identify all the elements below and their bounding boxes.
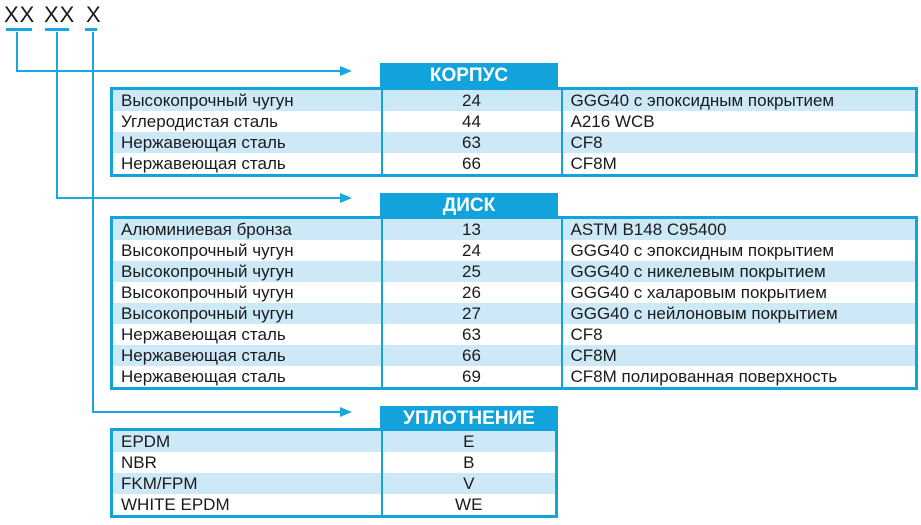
- table-row: [112, 132, 917, 153]
- code-cell: 13: [382, 218, 562, 241]
- code-cell: 63: [382, 132, 562, 153]
- code-cell: 27: [382, 303, 562, 324]
- section-title-disc: ДИСК: [380, 193, 558, 218]
- material-cell: Высокопрочный чугун: [112, 261, 382, 282]
- material-cell: Высокопрочный чугун: [112, 89, 382, 112]
- material-cell: FKM/FPM: [112, 473, 382, 494]
- table-body: [110, 87, 918, 177]
- material-cell: Высокопрочный чугун: [121, 283, 294, 302]
- spec-cell: GGG40 с халаровым покрытием: [562, 282, 917, 303]
- code-cell: 66: [382, 345, 562, 366]
- table-row: [112, 430, 557, 453]
- spec-cell: GGG40 с эпоксидным покрытием: [562, 240, 917, 261]
- code-cell: 24: [382, 240, 562, 261]
- table-row: [112, 261, 917, 282]
- section-title-body: КОРПУС: [380, 63, 558, 88]
- material-cell: Углеродистая сталь: [121, 112, 278, 131]
- material-cell: NBR: [121, 453, 157, 472]
- code-cell: E: [382, 430, 557, 453]
- section-title-seal: УПЛОТНЕНИЕ: [380, 406, 558, 431]
- spec-cell: CF8: [562, 132, 917, 153]
- table-row: [112, 240, 917, 261]
- code-cell: B: [382, 452, 557, 473]
- code-cell: 44: [382, 111, 562, 132]
- spec-cell: CF8: [562, 324, 917, 345]
- table-row: [112, 366, 917, 389]
- code-cell: 63: [382, 324, 562, 345]
- material-cell: Нержавеющая сталь: [121, 154, 286, 173]
- code-cell: 69: [382, 366, 562, 389]
- table-row: [112, 452, 557, 473]
- table-disc: [110, 216, 918, 390]
- spec-cell: GGG40 с никелевым покрытием: [562, 261, 917, 282]
- table-row: [112, 89, 917, 112]
- code-segment-3: X: [86, 2, 102, 27]
- arrow-body-icon: [340, 66, 352, 76]
- material-cell: Нержавеющая сталь: [121, 325, 286, 344]
- spec-cell: CF8M: [562, 153, 917, 176]
- spec-cell: ASTM B148 C95400: [562, 218, 917, 241]
- table-row: [112, 111, 917, 132]
- arrow-seal-icon: [340, 407, 352, 417]
- table-row: [112, 218, 917, 241]
- material-cell: Нержавеющая сталь: [112, 132, 382, 153]
- table-seal: [110, 428, 558, 518]
- material-cell: Нержавеющая сталь: [112, 345, 382, 366]
- table-row: [112, 494, 557, 517]
- material-cell: Высокопрочный чугун: [121, 241, 294, 260]
- spec-cell: GGG40 с эпоксидным покрытием: [562, 89, 917, 112]
- material-cell: Алюминиевая бронза: [112, 218, 382, 241]
- code-cell: 24: [382, 89, 562, 112]
- code-cell: 66: [382, 153, 562, 176]
- connector-body: [17, 32, 340, 71]
- code-cell: 25: [382, 261, 562, 282]
- material-cell: EPDM: [112, 430, 382, 453]
- table-row: [112, 153, 917, 176]
- code-cell: WE: [382, 494, 557, 517]
- table-row: [112, 324, 917, 345]
- code-cell: V: [382, 473, 557, 494]
- code-segment-2: XX: [44, 2, 76, 27]
- material-cell: Нержавеющая сталь: [121, 367, 286, 386]
- table-row: [112, 303, 917, 324]
- spec-cell: A216 WCB: [562, 111, 917, 132]
- table-row: [112, 473, 557, 494]
- spec-cell: GGG40 с нейлоновым покрытием: [562, 303, 917, 324]
- table-row: [112, 282, 917, 303]
- code-cell: 26: [382, 282, 562, 303]
- spec-cell: CF8M: [562, 345, 917, 366]
- material-cell: WHITE EPDM: [121, 495, 230, 514]
- arrow-disc-icon: [340, 193, 352, 203]
- code-segment-1: XX: [4, 2, 36, 27]
- spec-cell: CF8M полированная поверхность: [562, 366, 917, 389]
- table-row: [112, 345, 917, 366]
- material-cell: Высокопрочный чугун: [112, 303, 382, 324]
